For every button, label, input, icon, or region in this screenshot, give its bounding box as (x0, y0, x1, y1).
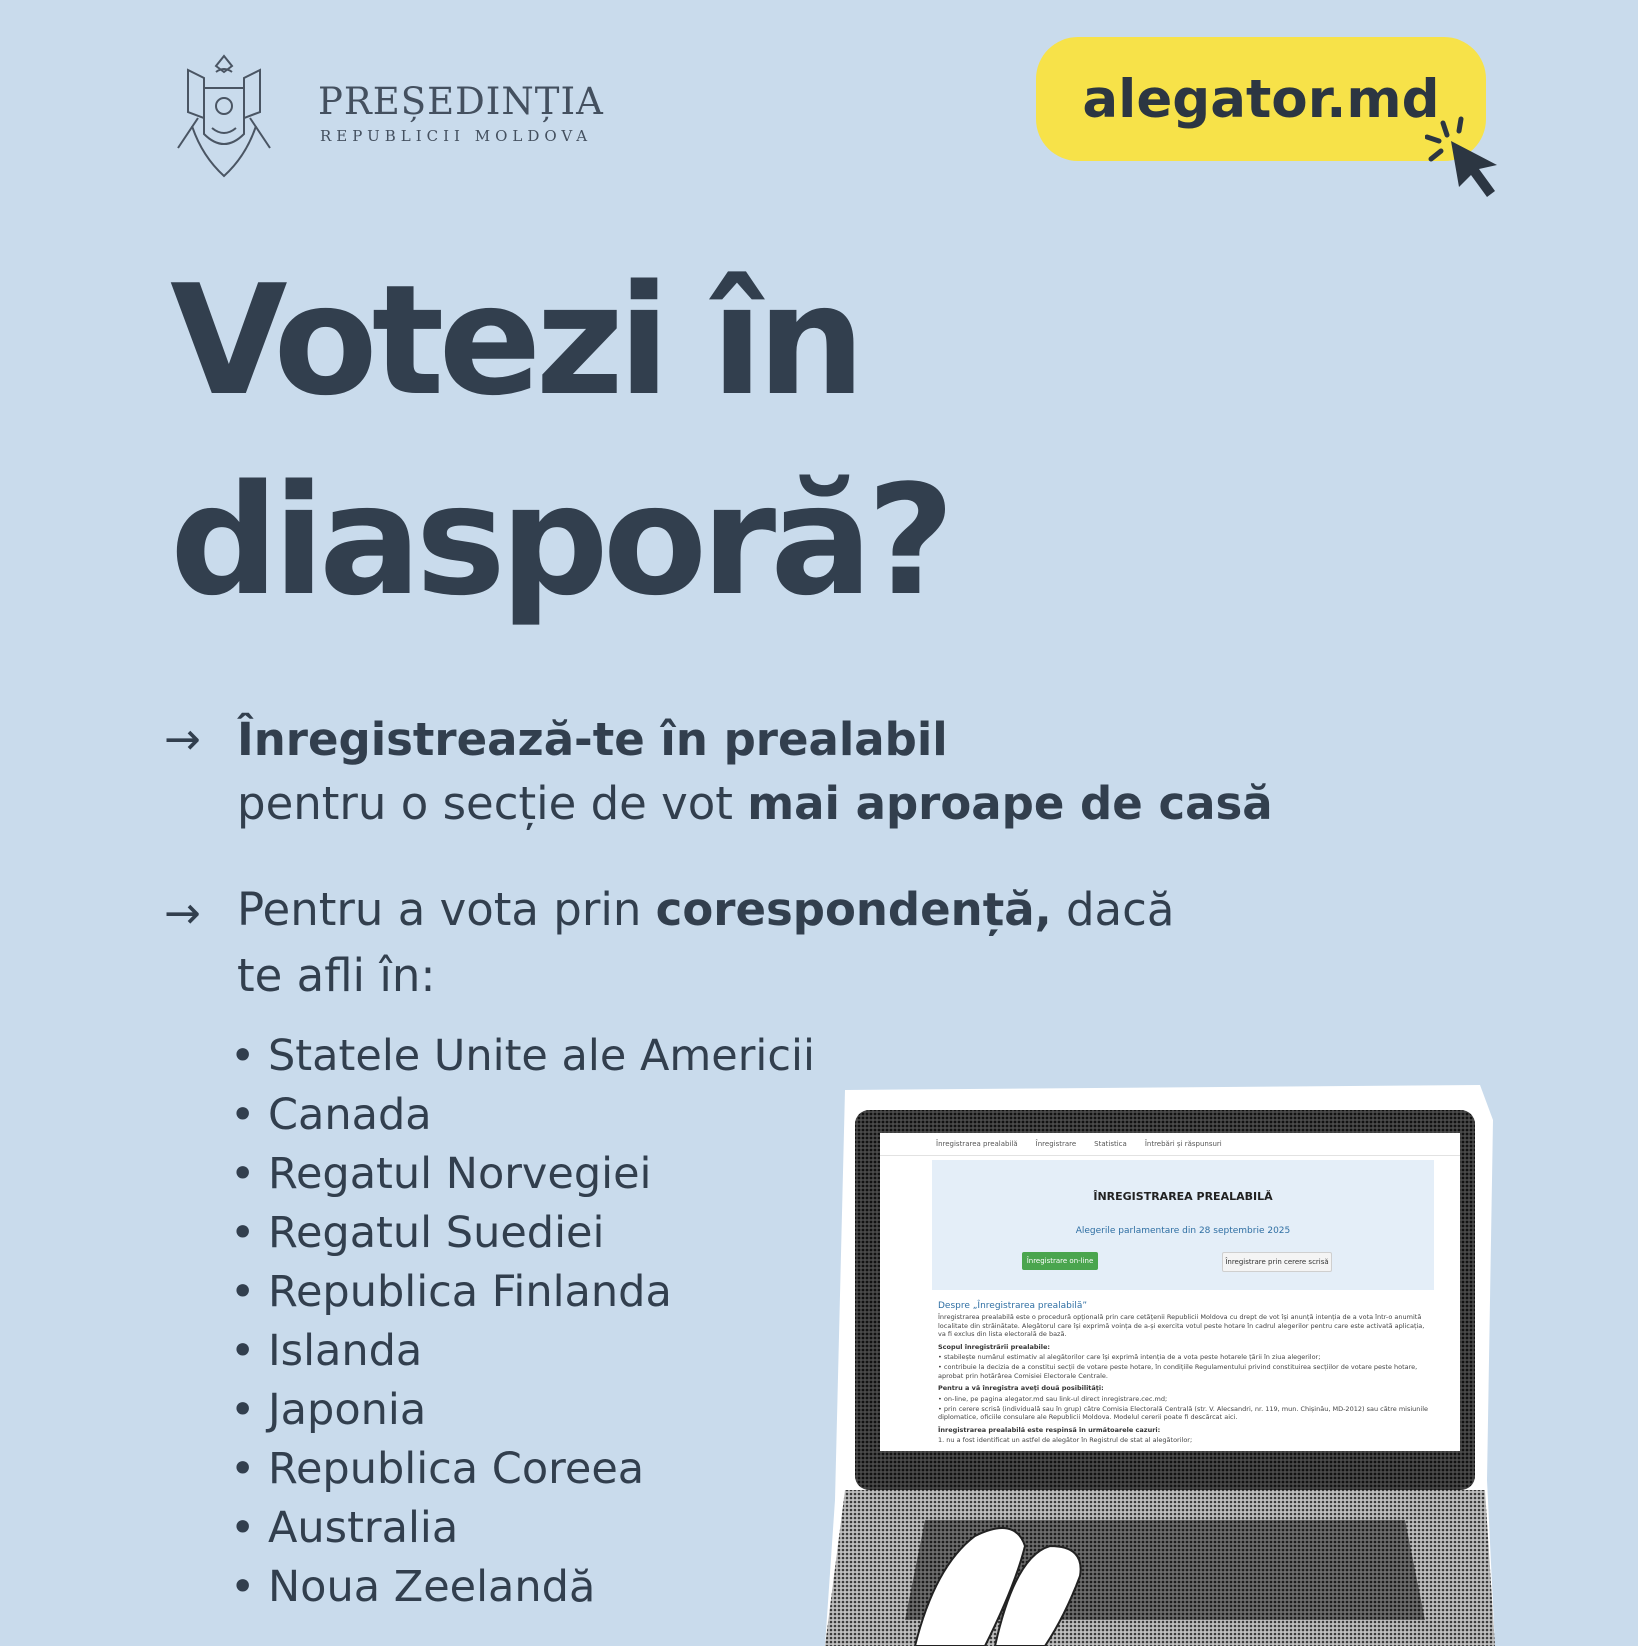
list-item: • Republica Finlanda (230, 1267, 672, 1317)
nav-item[interactable]: Întrebări și răspunsuri (1144, 1140, 1222, 1148)
about-paragraph: Înregistrarea prealabilă este o procedură opțională prin care cetățenii Republicii Moldova cu drept de vot își anunță intenția de a vota într-o anumită localitate din străinătate. Alegătorul care își exprimă voința de a-și exercita votul peste hotare în cadrul alegerilor pentru care este activată aplicația, va fi exclus din lista electorală de bază. (938, 1313, 1425, 1339)
screen-body (938, 1302, 1434, 1445)
screen-title: ÎNREGISTRAREA PREALABILĂ (1093, 1190, 1273, 1203)
list-item: • Regatul Norvegiei (230, 1149, 652, 1199)
list-item: • Noua Zeelandă (230, 1562, 596, 1612)
point-mail-suffix: dacă (1051, 883, 1175, 936)
nav-item[interactable]: Înregistrarea prealabilă (936, 1140, 1018, 1148)
scope-item: • stabilește numărul estimativ al alegătorilor care își exprimă intenția de a vota peste hotarele țării în ziua alegerilor; (938, 1353, 1321, 1362)
list-item: • Japonia (230, 1385, 427, 1435)
nav-item[interactable]: Înregistrare (1035, 1140, 1077, 1148)
headline-line-1: Votezi în (170, 252, 860, 429)
point-mail-prefix: Pentru a vota prin (237, 883, 656, 936)
arrow-right-icon: → (164, 714, 201, 765)
list-item: • Canada (230, 1090, 432, 1140)
point-mail-vote-line1 (237, 878, 1174, 941)
mouse-cursor-icon (1425, 115, 1515, 205)
options-heading: Pentru a vă înregistra aveți două posibilități: (938, 1384, 1104, 1393)
nav-item[interactable]: Statistica (1094, 1140, 1127, 1148)
written-registration-button[interactable]: Înregistrare prin cerere scrisă (1222, 1252, 1332, 1272)
point-register-heading (237, 708, 948, 771)
headline-line-2: diasporă? (170, 452, 949, 629)
moldova-coat-of-arms-icon (168, 48, 280, 184)
reject-heading: Înregistrarea prealabilă este respinsă în următoarele cazuri: (938, 1425, 1161, 1434)
countries-list (230, 1027, 815, 1617)
list-item: • Australia (230, 1503, 459, 1553)
list-item: • Statele Unite ale Americii (230, 1031, 815, 1081)
site-url-badge[interactable]: alegator.md (1036, 37, 1486, 161)
list-item: • Republica Coreea (230, 1444, 645, 1494)
list-item: • Regatul Suediei (230, 1208, 605, 1258)
reject-item: 1. nu a fost identificat un astfel de alegător în Registrul de stat al alegătorilor; (938, 1436, 1193, 1445)
online-registration-button[interactable]: Înregistrare on-line (1022, 1252, 1098, 1270)
presidency-title: PREȘEDINȚIA (318, 80, 604, 123)
point-register-bold: Înregistrează-te în prealabil (237, 713, 948, 766)
point-mail-vote-line2: te afli în: (237, 949, 436, 1002)
arrow-right-icon: → (164, 888, 201, 939)
point-register-emphasis: mai aproape de casă (747, 777, 1273, 830)
presidency-subtitle: REPUBLICII MOLDOVA (320, 127, 593, 145)
scope-heading: Scopul înregistrării prealabile: (938, 1342, 1050, 1351)
screen-subtitle: Alegerile parlamentare din 28 septembrie 2025 (1075, 1226, 1291, 1236)
about-heading: Despre „Înregistrarea prealabilă” (938, 1301, 1088, 1311)
point-register-prefix: pentru o secție de vot (237, 777, 748, 830)
point-register-text (237, 772, 1273, 835)
screen-nav (880, 1133, 1460, 1156)
option-item: • prin cerere scrisă (individuală sau în grup) către Comisia Electorală Centrală (str. V. Alecsandri, nr. 119, mun. Chișinău, MD-2012) sau către misiunile diplomatice, oficiile consulare ale Republicii Moldova. Modelul cererii poate fi descărcat aici. (938, 1405, 1429, 1422)
option-item: • on-line, pe pagina alegator.md sau link-ul direct inregistrare.cec.md; (938, 1394, 1168, 1403)
scope-item: • contribuie la decizia de a constitui secții de votare peste hotare, în condițiile Regulamentului privind constituirea secțiilor de votare peste hotare, aprobat prin hotărârea Comisiei Electorale Centrale. (938, 1363, 1418, 1380)
point-mail-bold: corespondență, (655, 883, 1052, 936)
laptop-screen (880, 1133, 1460, 1451)
screen-hero (932, 1160, 1434, 1290)
list-item: • Islanda (230, 1326, 423, 1376)
